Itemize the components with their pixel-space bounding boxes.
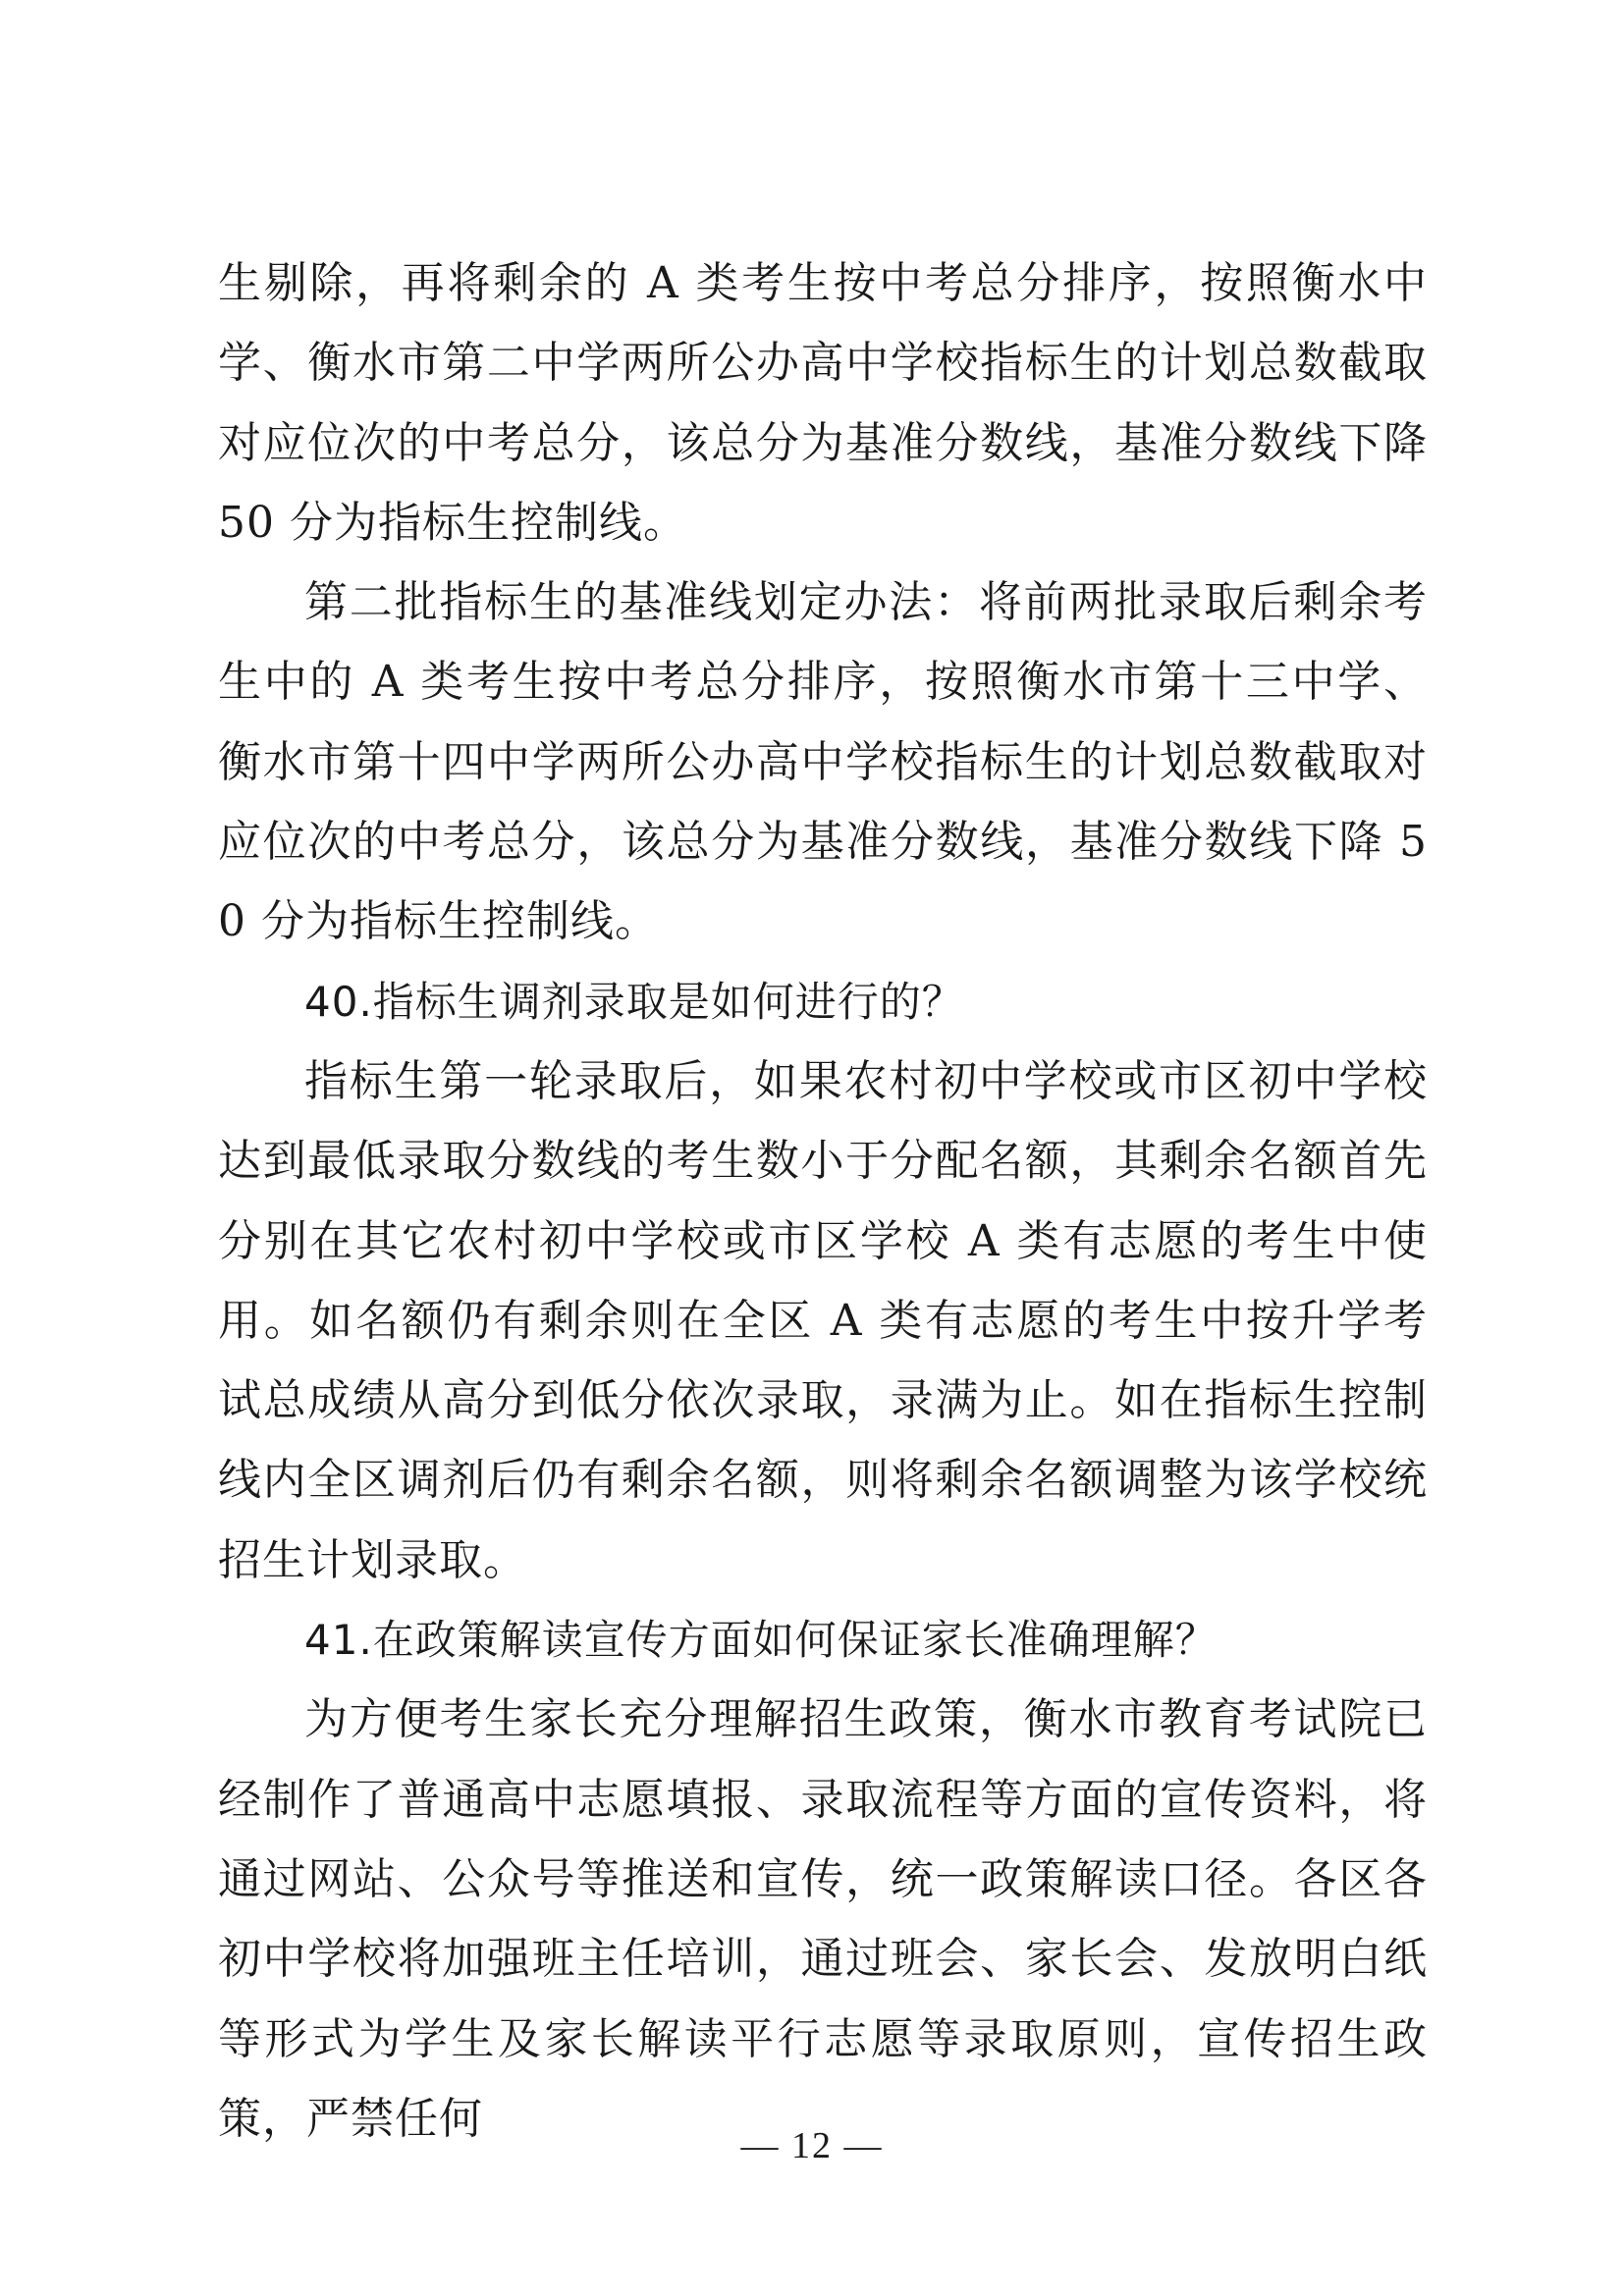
paragraph-answer-40: 指标生第一轮录取后，如果农村初中学校或市区初中学校达到最低录取分数线的考生数小于分配名额，其剩余名额首先分别在其它农村初中学校或市区学校 A 类有志愿的考生中使用。如名额仍有剩余则在全区 A 类有志愿的考生中按升学考试总成绩从高分到低分依次录取，录满为止。如在指标生控制线内全区调剂后仍有剩余名额，则将剩余名额调整为该学校统招生计划录取。 bbox=[218, 1055, 1428, 1585]
page-body bbox=[218, 243, 1428, 2159]
paragraph-second-batch-baseline: 第二批指标生的基准线划定办法：将前两批录取后剩余考生中的 A 类考生按中考总分排序，按照衡水市第十三中学、衡水市第十四中学两所公办高中学校指标生的计划总数截取对应位次的中考总分，该总分为基准分数线，基准分数线下降 50 分为指标生控制线。 bbox=[218, 577, 1428, 947]
question-heading-40: 40.指标生调剂录取是如何进行的？ bbox=[304, 977, 964, 1026]
question-heading-41: 41.在政策解读宣传方面如何保证家长准确理解？ bbox=[304, 1616, 1218, 1665]
page-number: — 12 — bbox=[740, 2125, 884, 2166]
paragraph-continued: 生剔除，再将剩余的 A 类考生按中考总分排序，按照衡水中学、衡水市第二中学两所公办高中学校指标生的计划总数截取对应位次的中考总分，该总分为基准分数线，基准分数线下降 50 分为指标生控制线。 bbox=[218, 258, 1428, 548]
paragraph-answer-41: 为方便考生家长充分理解招生政策，衡水市教育考试院已经制作了普通高中志愿填报、录取流程等方面的宣传资料，将通过网站、公众号等推送和宣传，统一政策解读口径。各区各初中学校将加强班主任培训，通过班会、家长会、发放明白纸等形式为学生及家长解读平行志愿等录取原则，宣传招生政策，严禁任何 bbox=[218, 1694, 1428, 2144]
